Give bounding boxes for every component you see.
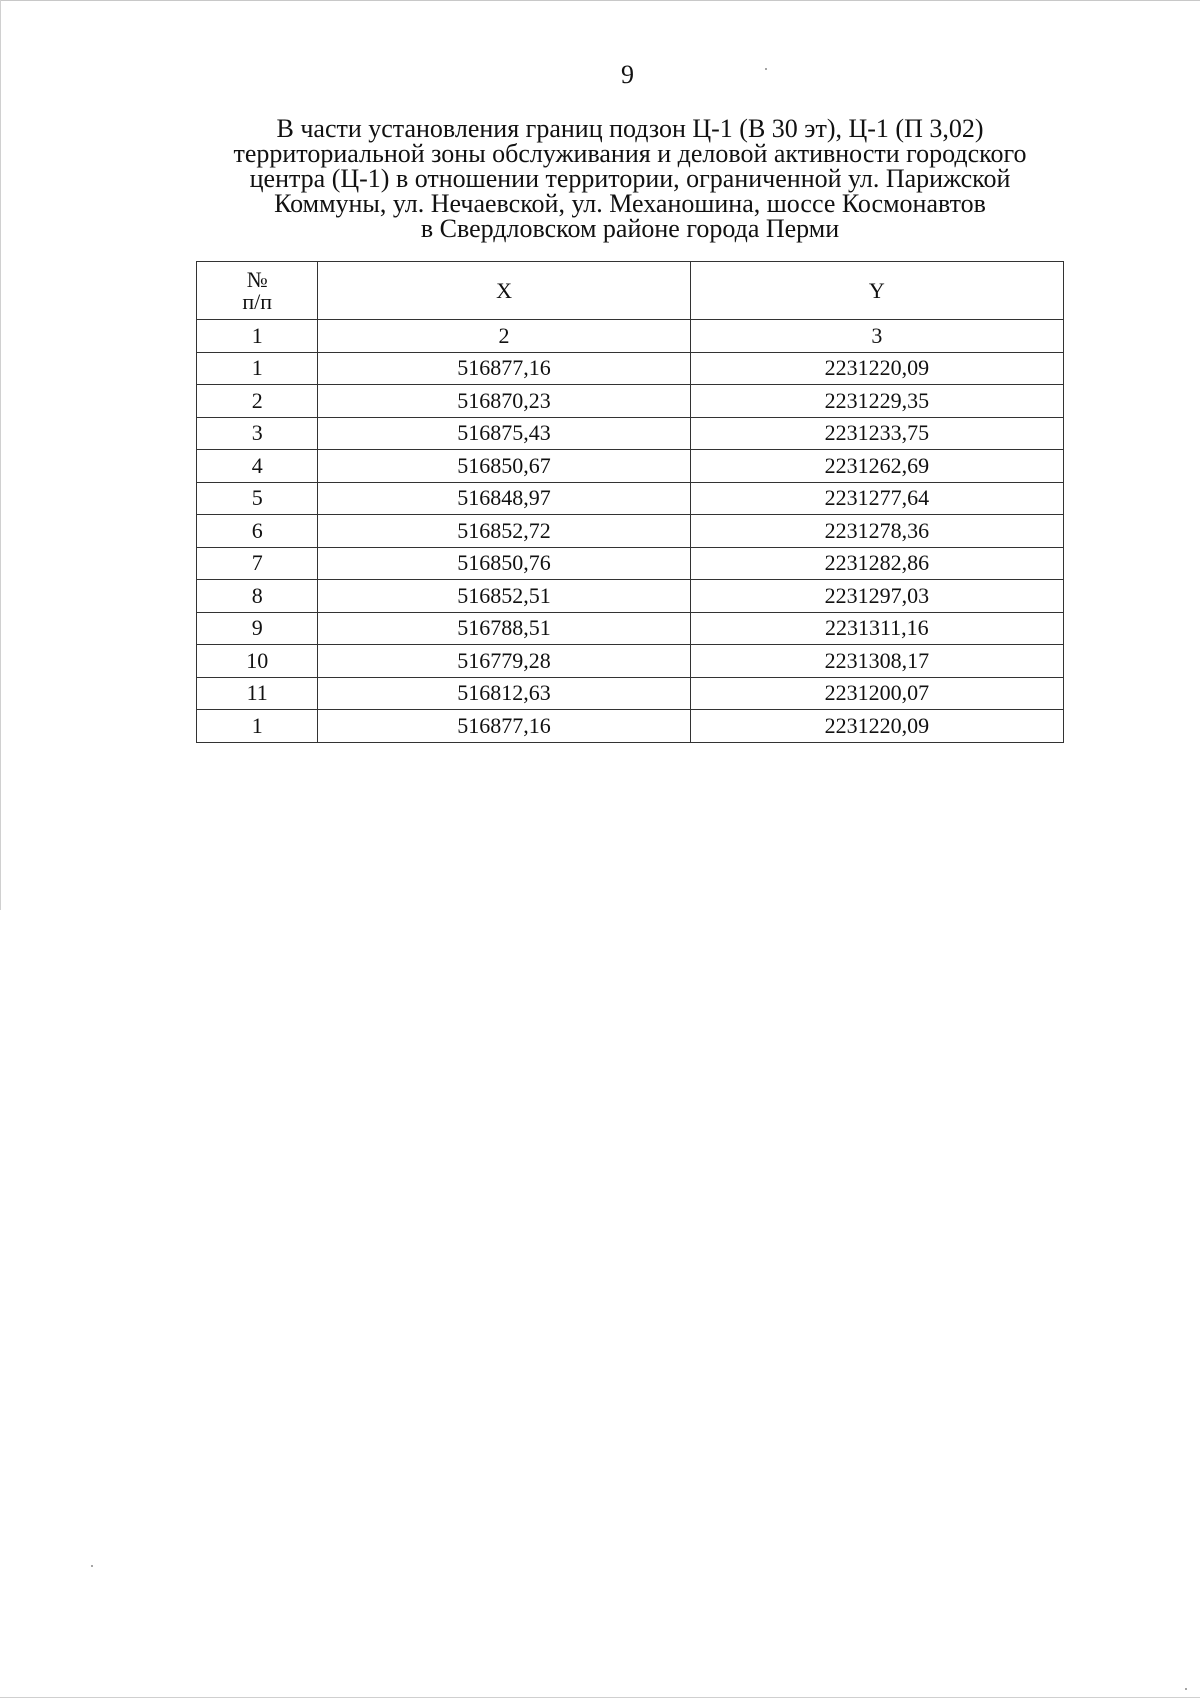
- table-row: [197, 352, 1064, 385]
- document-heading: [180, 116, 1080, 241]
- cell-y: 2231200,07: [690, 677, 1063, 710]
- table-row: [197, 677, 1064, 710]
- cell-point-number: 6: [197, 515, 318, 548]
- cell-y: 2231311,16: [690, 612, 1063, 645]
- heading-line: центра (Ц-1) в отношении территории, ограниченной ул. Парижской: [249, 164, 1011, 193]
- heading-line: территориальной зоны обслуживания и деловой активности городского: [233, 139, 1027, 168]
- column-number: 2: [318, 320, 690, 353]
- table-row: [197, 482, 1064, 515]
- cell-point-number: 8: [197, 580, 318, 613]
- cell-y: 2231278,36: [690, 515, 1063, 548]
- cell-x: 516852,72: [318, 515, 690, 548]
- cell-y: 2231233,75: [690, 417, 1063, 450]
- cell-x: 516877,16: [318, 710, 690, 743]
- page-number: 9: [621, 60, 634, 89]
- scan-edge-top: [0, 0, 1200, 1]
- cell-point-number: 10: [197, 645, 318, 678]
- table-row: [197, 385, 1064, 418]
- cell-point-number: 3: [197, 417, 318, 450]
- column-number-row: [197, 320, 1064, 353]
- table-row: [197, 612, 1064, 645]
- cell-y: 2231229,35: [690, 385, 1063, 418]
- column-number: 1: [197, 320, 318, 353]
- header-number: [197, 262, 318, 320]
- cell-point-number: 1: [197, 710, 318, 743]
- cell-point-number: 2: [197, 385, 318, 418]
- cell-x: 516779,28: [318, 645, 690, 678]
- table-row: [197, 450, 1064, 483]
- table-row: [197, 417, 1064, 450]
- cell-y: 2231262,69: [690, 450, 1063, 483]
- cell-x: 516812,63: [318, 677, 690, 710]
- cell-point-number: 1: [197, 352, 318, 385]
- cell-x: 516788,51: [318, 612, 690, 645]
- header-x: X: [318, 262, 690, 320]
- heading-line: Коммуны, ул. Нечаевской, ул. Механошина, шоссе Космонавтов: [274, 189, 986, 218]
- table-body: [197, 352, 1064, 742]
- cell-y: 2231220,09: [690, 710, 1063, 743]
- scan-edge-left: [0, 0, 1, 910]
- cell-y: 2231282,86: [690, 547, 1063, 580]
- cell-point-number: 5: [197, 482, 318, 515]
- table-row: [197, 710, 1064, 743]
- cell-x: 516870,23: [318, 385, 690, 418]
- scan-speck: [1185, 1688, 1187, 1690]
- cell-x: 516848,97: [318, 482, 690, 515]
- cell-x: 516852,51: [318, 580, 690, 613]
- cell-x: 516850,76: [318, 547, 690, 580]
- cell-y: 2231297,03: [690, 580, 1063, 613]
- cell-x: 516850,67: [318, 450, 690, 483]
- cell-point-number: 4: [197, 450, 318, 483]
- scan-speck: [765, 68, 767, 70]
- cell-y: 2231220,09: [690, 352, 1063, 385]
- table-row: [197, 515, 1064, 548]
- table-row: [197, 580, 1064, 613]
- table-row: [197, 547, 1064, 580]
- cell-x: 516875,43: [318, 417, 690, 450]
- heading-line: в Свердловском районе города Перми: [420, 214, 840, 243]
- cell-point-number: 7: [197, 547, 318, 580]
- cell-point-number: 11: [197, 677, 318, 710]
- header-y: Y: [690, 262, 1063, 320]
- scan-edge-bottom: [0, 1697, 1200, 1698]
- cell-y: 2231277,64: [690, 482, 1063, 515]
- cell-y: 2231308,17: [690, 645, 1063, 678]
- table-row: [197, 645, 1064, 678]
- column-number: 3: [690, 320, 1063, 353]
- table-header-row: [197, 262, 1064, 320]
- scan-speck: [91, 1565, 93, 1567]
- header-number-abbrev: п/п: [242, 288, 273, 314]
- header-number-symbol: №: [246, 266, 268, 292]
- coordinates-table: [196, 261, 1064, 743]
- cell-point-number: 9: [197, 612, 318, 645]
- cell-x: 516877,16: [318, 352, 690, 385]
- heading-line: В части установления границ подзон Ц-1 (В 30 эт), Ц-1 (П 3,02): [276, 114, 984, 143]
